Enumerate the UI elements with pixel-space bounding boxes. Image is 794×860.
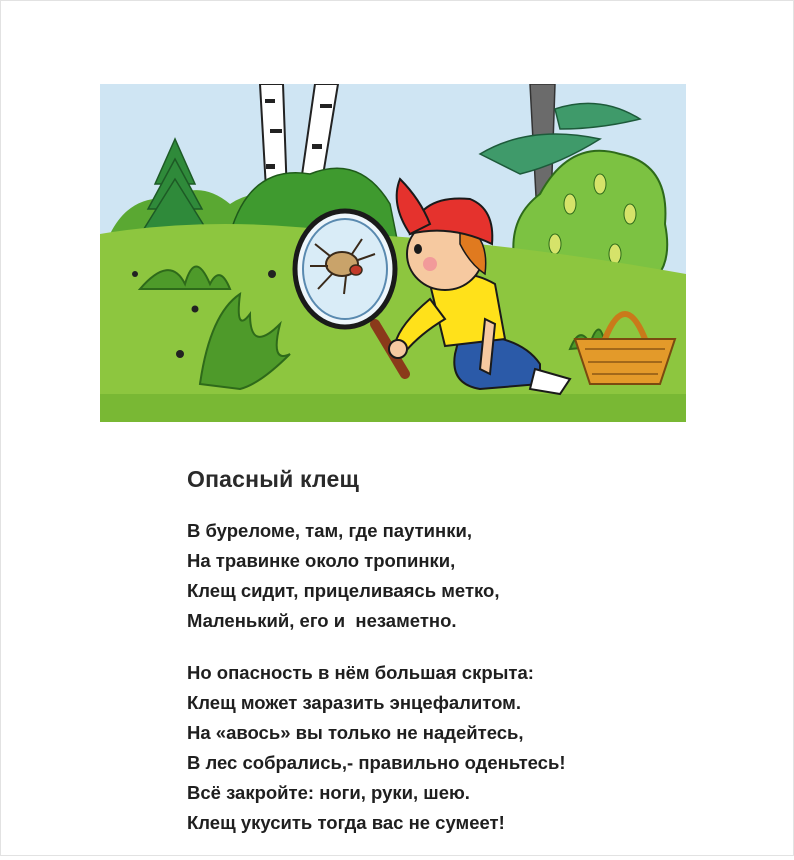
poem-line: В буреломе, там, где паутинки, [187,520,472,541]
poem-line: На «авось» вы только не надейтесь, [187,722,524,743]
illustration [100,84,686,422]
stanza-2 [187,658,707,838]
poem-line: В лес собрались,- правильно оденьтесь! [187,752,566,773]
poem-line: Клещ укусить тогда вас не сумеет! [187,812,505,833]
poem-line: Клещ сидит, прицеливаясь метко, [187,580,500,601]
poem-title: Опасный клещ [187,466,360,492]
poem [187,466,707,860]
poem-line: Клещ может заразить энцефалитом. [187,692,522,713]
poem-line: Всё закройте: ноги, руки, шею. [187,782,470,803]
foreground-grass [100,394,686,422]
poem-line: Маленький, его и незаметно. [187,610,457,631]
stanza-1 [187,516,707,636]
poem-line: Но опасность в нём большая скрыта: [187,662,534,683]
poem-line: На травинке около тропинки, [187,550,456,571]
boy-with-magnifier-and-tick-illustration [100,84,686,422]
